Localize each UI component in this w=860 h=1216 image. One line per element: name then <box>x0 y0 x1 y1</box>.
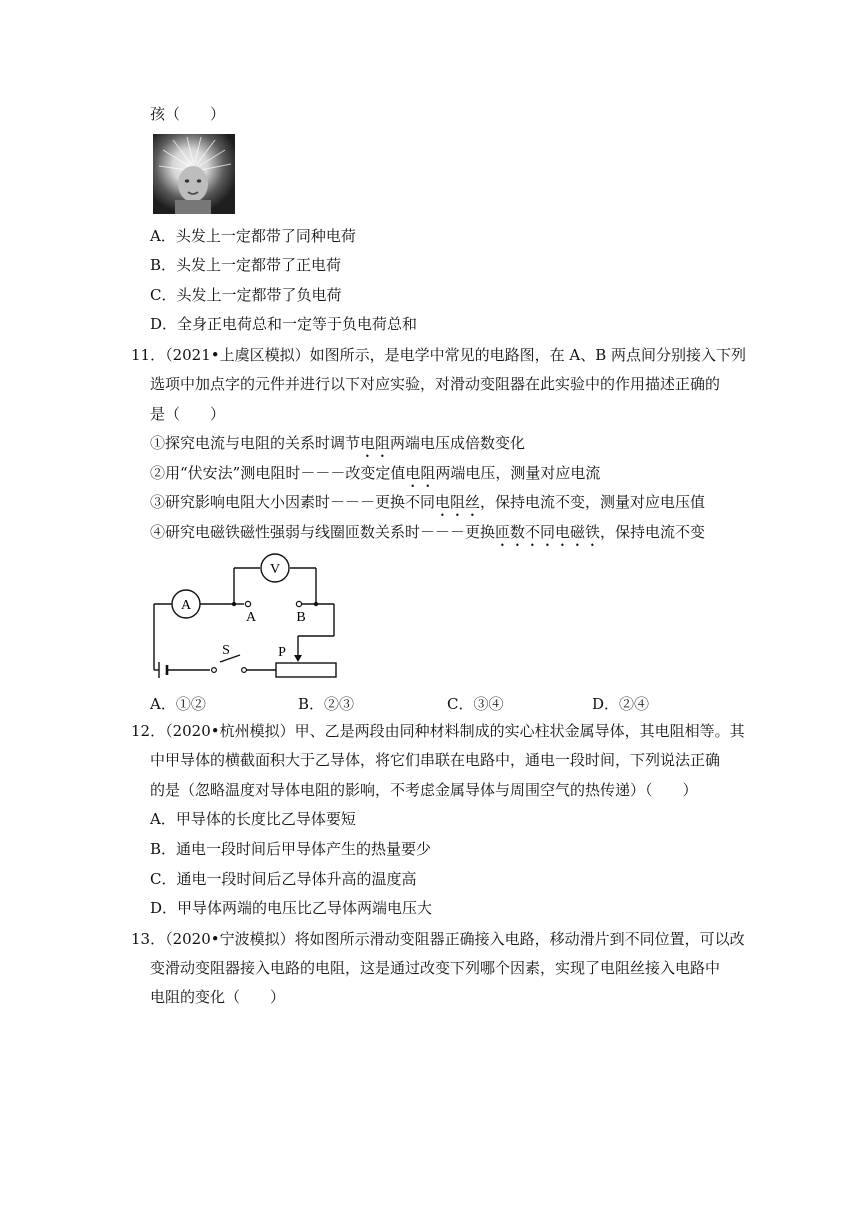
q11-item-4-text-b: ，保持电流不变 <box>600 523 706 541</box>
circuit-diagram <box>148 552 343 685</box>
q12-stem-line2: 中甲导体的横截面积大于乙导体，将它们串联在电路中，通电一段时间，下列说法正确 <box>150 751 721 769</box>
q11-choice-d: D．②④ <box>592 695 650 713</box>
junction-b <box>314 602 318 606</box>
slider-arrow <box>294 655 302 662</box>
slider-label: P <box>278 645 286 660</box>
q10-option-d: D．全身正电荷总和一定等于负电荷总和 <box>150 315 418 333</box>
q12-option-d: D．甲导体两端的电压比乙导体两端电压大 <box>150 899 433 917</box>
q12-stem-line1: 12．（2020•杭州模拟）甲、乙是两段由同种材料制成的实心柱状金属导体，其电阻相等。其 <box>131 722 745 740</box>
q11-item-1-text-b: 两端电压成倍数变化 <box>390 434 526 452</box>
q11-item-3-text-b: ，保持电流不变，测量对应电压值 <box>480 493 706 511</box>
q11-choice-c: C．③④ <box>447 695 504 713</box>
ammeter-label: A <box>180 598 192 613</box>
q11-item-2 <box>150 463 600 491</box>
q11-choices <box>150 693 710 715</box>
q11-item-3-dotted: 电阻丝 <box>435 493 481 511</box>
q11-item-4 <box>150 522 705 550</box>
point-a-label: A <box>245 610 257 625</box>
q10-option-a: A．头发上一定都带了同种电荷 <box>150 227 356 245</box>
q11-item-3-text-a: ③研究影响电阻大小因素时－－－更换不同 <box>150 493 436 511</box>
terminal-b <box>296 601 301 606</box>
q11-item-4-text-a: ④研究电磁铁磁性强弱与线圈匝数关系时－－－更换 <box>150 523 496 541</box>
junction-a <box>232 602 236 606</box>
q11-stem-line1: 11．（2021•上虞区模拟）如图所示，是电学中常见的电路图，在 A、B 两点间分别接入下列 <box>131 346 747 364</box>
point-b-label: B <box>296 610 306 625</box>
switch-terminal-left <box>212 668 217 673</box>
q11-item-3 <box>150 492 705 520</box>
q11-item-2-text-b: 两端电压，测量对应电流 <box>435 464 601 482</box>
q11-item-2-text-a: ②用“伏安法”测电阻时－－－改变定值 <box>150 464 406 482</box>
q10-stem-tail: 孩（ ） <box>150 105 226 123</box>
q10-option-b: B．头发上一定都带了正电荷 <box>150 256 342 274</box>
q13-stem-line1: 13．（2020•宁波模拟）将如图所示滑动变阻器正确接入电路，移动滑片到不同位置，可以改 <box>131 930 745 948</box>
q11-stem-line3: 是（ ） <box>150 405 226 423</box>
q11-stem-line2: 选项中加点字的元件并进行以下对应实验，对滑动变阻器在此实验中的作用描述正确的 <box>150 375 721 393</box>
q13-stem-line3: 电阻的变化（ ） <box>150 988 286 1006</box>
terminal-a <box>245 601 250 606</box>
q11-item-1-dotted: 电阻 <box>360 434 391 452</box>
q12-stem-line3: 的是（忽略温度对导体电阻的影响，不考虑金属导体与周围空气的热传递）（ ） <box>150 781 698 799</box>
q13-stem-line2: 变滑动变阻器接入电路的电阻，这是通过改变下列哪个因素，实现了电阻丝接入电路中 <box>150 959 721 977</box>
q11-choice-a: A．①② <box>150 695 206 713</box>
switch-terminal-right <box>242 668 247 673</box>
q10-option-c: C．头发上一定都带了负电荷 <box>150 286 342 304</box>
voltmeter-label: V <box>269 562 281 577</box>
q12-option-c: C．通电一段时间后乙导体升高的温度高 <box>150 870 417 888</box>
q12-option-a: A．甲导体的长度比乙导体要短 <box>150 810 356 828</box>
q11-choice-b: B．②③ <box>298 695 355 713</box>
q11-item-1-text-a: ①探究电流与电阻的关系时调节 <box>150 434 361 452</box>
q12-option-b: B．通电一段时间后甲导体产生的热量要少 <box>150 840 432 858</box>
child-hair-photo <box>153 134 235 214</box>
q11-item-2-dotted: 电阻 <box>405 464 436 482</box>
q11-item-4-dotted: 匝数不同电磁铁 <box>495 523 601 541</box>
switch-label: S <box>222 643 230 658</box>
q11-item-1 <box>150 433 525 461</box>
